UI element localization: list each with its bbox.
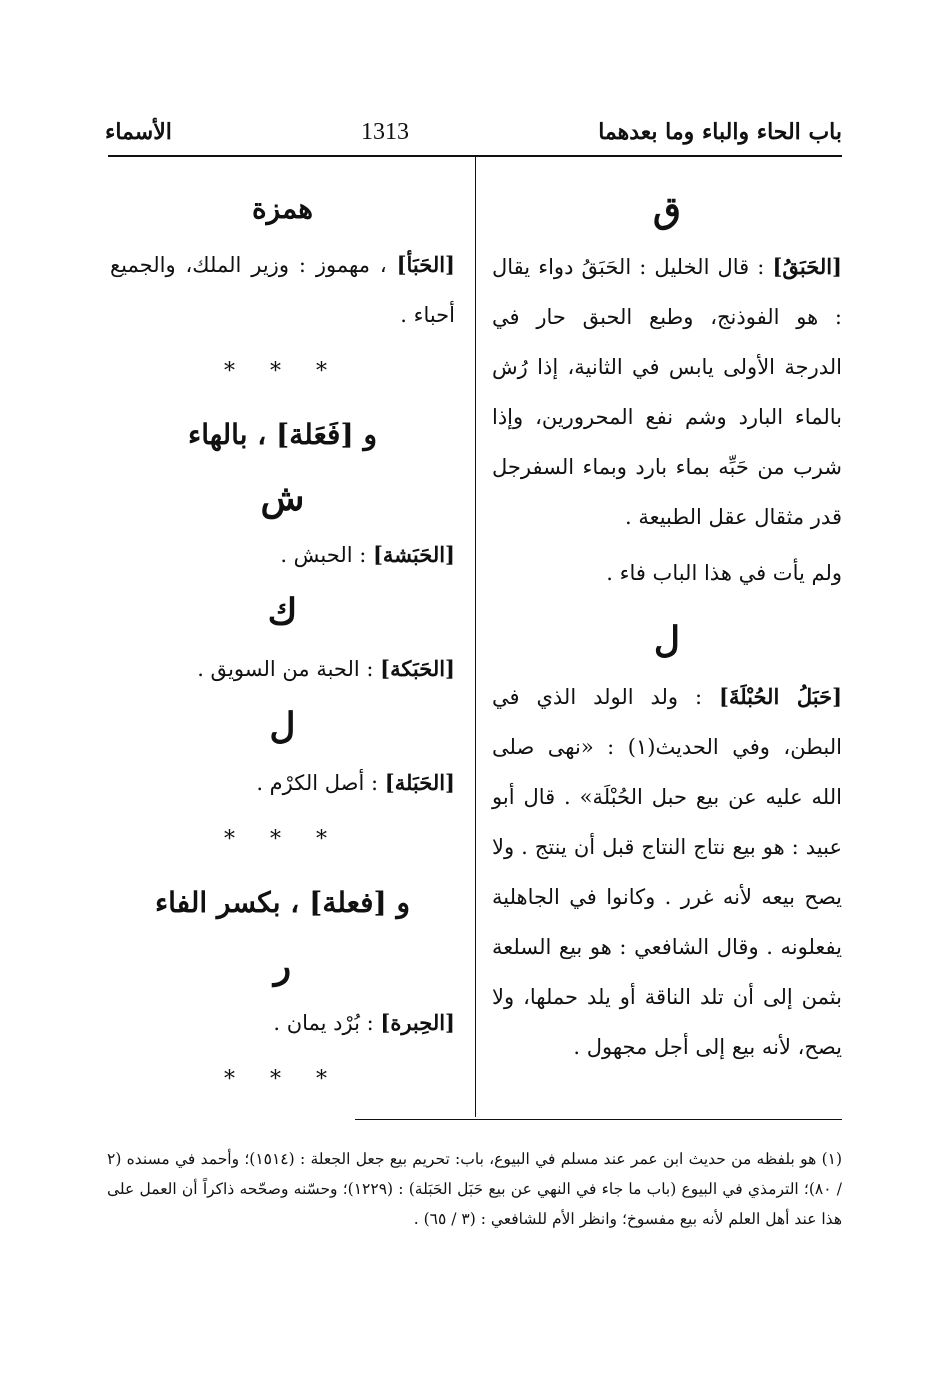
entry-term: [الحَبَكة] bbox=[380, 656, 455, 681]
entry-text: : بُرْد يمان . bbox=[273, 1011, 374, 1035]
right-column bbox=[492, 178, 842, 1072]
page-number: 1313 bbox=[361, 118, 410, 145]
entry-term: [الحِبرة] bbox=[380, 1010, 455, 1035]
entry-text: ، مهموز : وزير الملك، والجميع أحباء . bbox=[110, 253, 455, 327]
letter-heading-shin: ش bbox=[260, 477, 305, 519]
letter-heading-ra: ر bbox=[273, 945, 292, 987]
footnote: (١) هو بلفظه من حديث ابن عمر عند مسلم في البيوع، باب: تحريم بيع جعل الجعلة : (١٥١٤)؛ وأحمد في مسنده (٢ / ٨٠)؛ الترمذي في البيوع (باب ما جاء في النهي عن بيع حَبَل الحَبَلة) : (١٢٢٩)؛ وحسّنه وصحّحه ذاكراً أن العمل على هذا عند أهل العلم لأنه بيع مفسوخ؛ وانظر الأم للشافعي : (٣ / ٦٥) . bbox=[107, 1149, 843, 1228]
entry-term: [الحَبَلة] bbox=[384, 770, 455, 795]
chapter-title: باب الحاء والباء وما بعدهما bbox=[598, 119, 842, 145]
entry-hibra bbox=[110, 998, 455, 1048]
letter-heading-lam: ل bbox=[269, 705, 296, 747]
separator-stars: * * * bbox=[224, 359, 341, 384]
section-heading-hamza: همزة bbox=[251, 192, 314, 225]
entry-term: [حَبَلُ الحُبْلَةَ] bbox=[719, 684, 843, 709]
column-divider bbox=[475, 157, 476, 1117]
running-head bbox=[105, 112, 842, 152]
entry-term: [الحَبَأ] bbox=[396, 252, 455, 277]
entry-text: : أصل الكرْم . bbox=[256, 771, 379, 795]
section-label: الأسماء bbox=[105, 119, 172, 145]
entry-habaka bbox=[110, 644, 455, 694]
letter-heading-lam: ل bbox=[653, 619, 681, 661]
letter-heading-qaf: ق bbox=[653, 189, 681, 231]
entry-habasha bbox=[110, 530, 455, 580]
separator-stars: * * * bbox=[224, 827, 341, 852]
entry-term: [الحَبَشة] bbox=[373, 542, 455, 567]
separator-stars: * * * bbox=[224, 1067, 341, 1092]
entry-habaq bbox=[492, 242, 842, 542]
left-column bbox=[110, 178, 455, 1112]
entry-text: : قال الخليل : الحَبَقُ دواء يقال : هو الفوذنج، وطبع الحبق حار في الدرجة الأولى يابس في الثانية، إذا رُش بالماء البارد وشم نفع المحرورين، وإذا شرب من حَبِّه بماء بارد وبماء السفرجل قدر مثقال عقل الطبيعة . bbox=[492, 255, 842, 529]
note-no-faa: ولم يأت في هذا الباب فاء . bbox=[606, 561, 842, 585]
entry-text: : الحبش . bbox=[280, 543, 367, 567]
letter-heading-kaf: ك bbox=[267, 591, 298, 633]
footnote-rule bbox=[355, 1119, 842, 1120]
entry-term: [الحَبَقُ] bbox=[772, 254, 842, 279]
entry-text: : ولد الولد الذي في البطن، وفي الحديث(١) : «نهى صلى الله عليه عن بيع حبل الحُبْلَة» . قال أبو عبيد : هو بيع نتاج النتاج قبل أن ينتج . ولا يصح بيعه لأنه غرر . وكانوا في الجاهلية يفعلونه . وقال الشافعي : هو بيع السلعة بثمن إلى أن تلد الناقة أو يلد حملها، ولا يصح، لأنه بيع إلى أجل مجهول . bbox=[492, 685, 842, 1059]
section-heading-fi3la: و [فعلة] ، بكسر الفاء bbox=[154, 886, 411, 919]
entry-text: : الحبة من السويق . bbox=[197, 657, 374, 681]
entry-habal bbox=[492, 672, 842, 1072]
section-heading-fa3la: و [فَعَلة] ، بالهاء bbox=[188, 418, 377, 451]
entry-hab bbox=[110, 240, 455, 340]
entry-habala bbox=[110, 758, 455, 808]
